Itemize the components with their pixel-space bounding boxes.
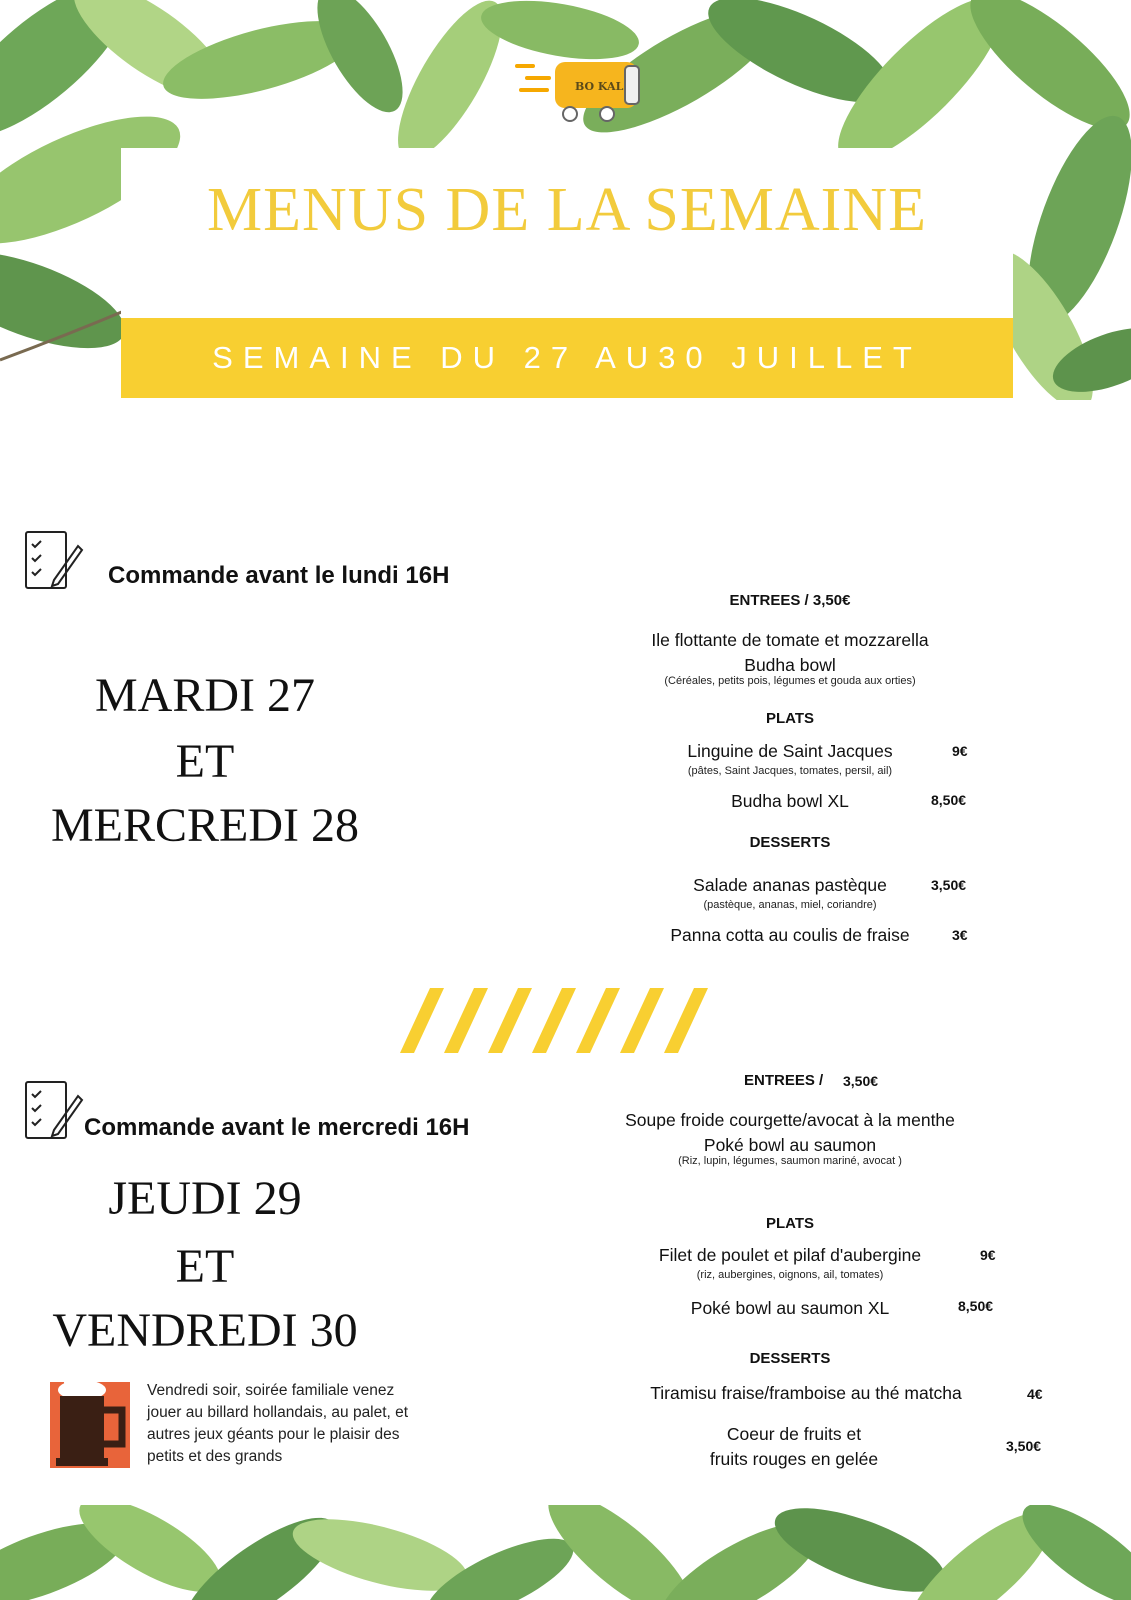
menu-item: Budha bowl XL: [731, 791, 849, 811]
menu-item-description: (Riz, lupin, légumes, saumon mariné, avocat ): [678, 1155, 902, 1167]
menu-item-price: 9€: [952, 743, 968, 759]
menu-item: Linguine de Saint Jacques: [687, 741, 893, 761]
menu-item-description: (riz, aubergines, oignons, ail, tomates): [696, 1269, 884, 1281]
menu-item: Soupe froide courgette/avocat à la menthe: [625, 1110, 955, 1130]
day-line: JEUDI 29: [108, 1172, 302, 1225]
beer-mug-icon: [48, 1372, 134, 1472]
menu-item: Salade ananas pastèque: [693, 875, 887, 895]
day-line: ET: [175, 1240, 235, 1293]
menu-item: Poké bowl au saumon XL: [690, 1298, 890, 1318]
order-checklist-icon: [24, 530, 84, 592]
logo-text: BO KAL: [575, 80, 624, 93]
menu-item-price: 8,50€: [931, 792, 967, 808]
event-note: Vendredi soir, soirée familiale venez jouer au billard hollandais, au palet, et autres jeux géants pour le plaisir des petits et des grands: [147, 1382, 409, 1465]
order-checklist-icon: [24, 1080, 84, 1142]
menu-item-description: (Céréales, petits pois, légumes et gouda aux orties): [664, 675, 916, 687]
menu-item: Filet de poulet et pilaf d'aubergine: [658, 1245, 922, 1265]
plats-header: PLATS: [765, 710, 815, 727]
day-line: MERCREDI 28: [50, 799, 359, 852]
menu-item-price: 9€: [980, 1247, 996, 1263]
menu-item-price: 3€: [952, 927, 968, 943]
bokal-logo: [515, 58, 647, 128]
menu-item: fruits rouges en gelée: [709, 1449, 879, 1469]
day-line: ET: [175, 735, 235, 788]
menu-item: Budha bowl: [744, 655, 836, 675]
order-deadline-1: Commande avant le lundi 16H: [108, 562, 450, 589]
menu-item: Coeur de fruits et: [726, 1424, 862, 1444]
menu-item: Poké bowl au saumon: [703, 1135, 877, 1155]
menu-item: Panna cotta au coulis de fraise: [670, 925, 910, 945]
day-line: VENDREDI 30: [52, 1304, 358, 1357]
desserts-header: DESSERTS: [749, 834, 831, 851]
menu-item-price: 3,50€: [1006, 1438, 1042, 1454]
menu-item-price: 3,50€: [931, 877, 967, 893]
order-deadline-2: Commande avant le mercredi 16H: [84, 1114, 470, 1141]
entrees-header: ENTREES / 3,50€: [729, 592, 851, 609]
plats-header: PLATS: [765, 1215, 815, 1232]
desserts-header: DESSERTS: [749, 1350, 831, 1367]
menu-item: Tiramisu fraise/framboise au thé matcha: [650, 1383, 962, 1403]
menu-item-price: 4€: [1027, 1386, 1043, 1402]
day-line: MARDI 27: [94, 669, 315, 722]
menu-item-description: (pastèque, ananas, miel, coriandre): [703, 899, 877, 911]
entrees-header: ENTREES /: [744, 1072, 824, 1089]
page-title: MENUS DE LA SEMAINE: [207, 176, 927, 244]
menu-item: Ile flottante de tomate et mozzarella: [651, 630, 929, 650]
menu-item-description: (pâtes, Saint Jacques, tomates, persil, ail): [687, 765, 893, 777]
stripe-divider: [400, 988, 730, 1053]
menu-item-price: 8,50€: [958, 1298, 994, 1314]
leaves-decoration-bottom: [0, 1505, 1131, 1600]
entrees-price: 3,50€: [843, 1073, 879, 1089]
week-subtitle: SEMAINE DU 27 AU30 JUILLET: [212, 340, 922, 375]
